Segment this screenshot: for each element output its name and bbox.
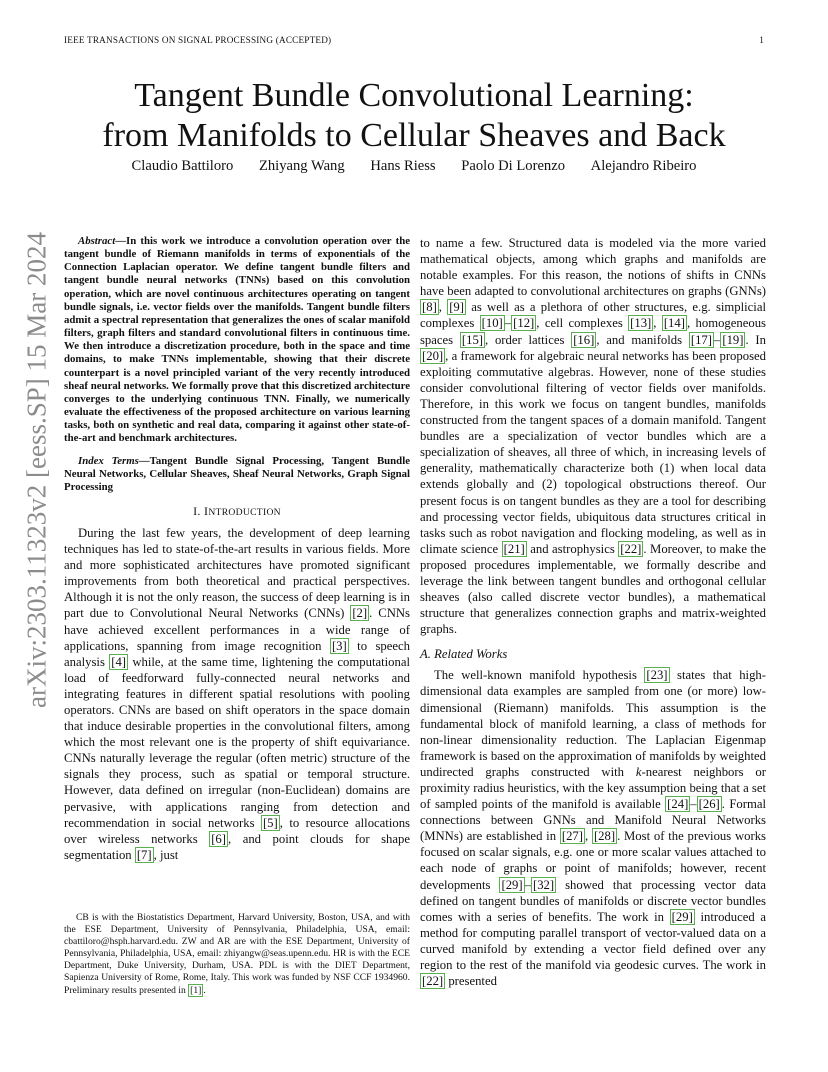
citation-link[interactable]: [20] xyxy=(422,348,444,363)
citation-link[interactable]: [22] xyxy=(422,974,444,989)
section-heading-introduction: I. INTRODUCTION xyxy=(193,503,281,518)
citation-link[interactable]: [4] xyxy=(111,654,127,669)
citation-link[interactable]: [29] xyxy=(671,909,693,924)
citation-link[interactable]: [5] xyxy=(262,815,278,830)
citation-link[interactable]: [27] xyxy=(561,829,583,844)
citation-link[interactable]: [29] xyxy=(501,877,523,892)
citation-link[interactable]: [1] xyxy=(190,984,202,996)
right-column xyxy=(420,235,766,989)
page-number: 1 xyxy=(759,35,764,45)
citation-link[interactable]: [6] xyxy=(211,831,226,846)
intro-paragraph: During the last few years, the development of deep learning techniques has led to state-of-the-art results in various fields. More and more sophisticated architectures have promoted significant improvements from both theoretical and practical perspectives. Although it is not the only reason, the success of deep learning is in part due to Convolutional Neural Networks (CNNs) [2] . CNNs have achieved excellent performances in a wide range of applications, spanning from image recognition [3] to speech analysis [4] while, at the same time, lightening the computational load of feedforward fully-connected neural networks and integrating features in different spatial resolutions with pooling operators. CNNs are based on shift operators in the space domain that induce desirable properties in the convolutional filters, among which the most relevant one is the property of shift equivariance. CNNs naturally leverage the regular (often metric) structure of the signals they process, such as spatial or temporal structure. However, data defined on irregular (non-Euclidean) domains are pervasive, with applications ranging from detection and recommendation in social networks [5] , to resource allocations over wireless networks [6] , and point clouds for shape segmentation [7] , just xyxy=(64,525,410,862)
title-line-2: from Manifolds to Cellular Sheaves and Back xyxy=(102,117,726,154)
citation-link[interactable]: [22] xyxy=(620,541,642,556)
citation-link[interactable]: [24] xyxy=(667,797,689,812)
author: Paolo Di Lorenzo xyxy=(461,158,566,174)
affiliation-footnote: CB is with the Biostatistics Department, Harvard University, Boston, USA, and with the ESE Department, University of Pennsylvania, Philadelphia, USA, email: cbattiloro@hsph.harvard.edu. ZW and AR are with the ESE Department, University of Pennsylvania, Philadelphia, USA, email: zhiyangw@seas.upenn.edu. HR is with the ECE Department, Duke University, Durham, USA. PDL is with the DIET Department, Sapienza University of Rome, Rome, Italy. This work was funded by NSF CCF 1934960. Preliminary results presented in [1] . xyxy=(64,912,410,996)
author: Zhiyang Wang xyxy=(258,158,345,174)
paper-title xyxy=(64,76,764,156)
citation-link[interactable]: [15] xyxy=(461,332,484,347)
citation-link[interactable]: [13] xyxy=(630,316,652,331)
intro-continued: to name a few. Structured data is modeled via the more varied mathematical objects, among which graphs and manifolds are notable examples. For this reason, the notions of shifts in CNNs have been adapted to convolutional architectures on graphs (GNNs) [8] , [9] as well as a plethora of other structures, e.g. simplicial complexes [10] – [12] , cell complexes [13] , [14] , homogeneous spaces [15] , order lattices [16] , and manifolds [17] – [19] . In [20] , a framework for algebraic neural networks has been proposed exploiting commutative algebras. However, none of these studies consider convolutional filtering of vector fields over manifolds. Therefore, in this work we focus on tangent bundles, manifolds constructed from the tangent spaces of a domain manifold. Tangent bundles are a specialization of vector bundles which are a specialization of sheaves, all three of which, in increasing levels of generality, mathematically characterize both (1) when local data extends globally and (2) topological obstructions thereof. Our present focus is on tangent bundles as they are a tool for describing and processing vector fields, ubiquitous data structures critical in tasks such as robot navigation and flocking modeling, as well as in climate science [21] and astrophysics [22] . Moreover, to make the proposed procedures implementable, we formally describe and leverage the link between tangent bundles and orthogonal cellular sheaves (also called discrete vector bundles), a mathematical structure that generalizes connection graphs and matrix-weighted graphs. xyxy=(420,236,766,637)
abstract-text: —In this work we introduce a convolution operation over the tangent bundle of Riemann manifolds in terms of exponentials of the Connection Laplacian operator. We define tangent bundle filters and tangent bundle neural networks (TNNs) based on this convolution operation, which are novel continuous architectures operating on tangent bundle signals, i.e. vector fields over the manifolds. Tangent bundle filters admit a spectral representation that generalizes the ones of scalar manifold filters, graph filters and standard convolutional filters in continuous time. We then introduce a discretization procedure, both in the space and time domains, to make TNNs implementable, showing that their discrete counterpart is a novel principled variant of the very recently introduced sheaf neural networks. We formally prove that this discretized architecture converges to the underlying continuous TNN. Finally, we numerically evaluate the effectiveness of the proposed architecture on various learning tasks, both on synthetic and real data, comparing it against other state-of-the-art and benchmark architectures. xyxy=(64,235,410,445)
title-line-1: Tangent Bundle Convolutional Learning: xyxy=(134,77,694,114)
index-terms-text: —Tangent Bundle Signal Processing, Tangent Bundle Neural Networks, Cellular Sheaves, Sheaf Neural Networks, Graph Signal Processing xyxy=(64,454,410,493)
citation-link[interactable]: [28] xyxy=(593,829,616,844)
citation-link[interactable]: [10] xyxy=(481,316,503,331)
citation-link[interactable]: [2] xyxy=(352,606,368,621)
citation-link[interactable]: [3] xyxy=(331,638,347,653)
citation-link[interactable]: [26] xyxy=(698,797,720,812)
citation-link[interactable]: [14] xyxy=(663,316,685,331)
abstract xyxy=(64,235,410,446)
citation-link[interactable]: [7] xyxy=(136,847,152,862)
citation-link[interactable]: [19] xyxy=(722,332,744,347)
author: Alejandro Ribeiro xyxy=(590,158,697,174)
citation-link[interactable]: [32] xyxy=(532,877,555,892)
citation-link[interactable]: [16] xyxy=(573,332,595,347)
citation-link[interactable]: [8] xyxy=(422,300,437,315)
citation-link[interactable]: [23] xyxy=(646,668,668,683)
related-works-paragraph: The well-known manifold hypothesis [23] states that high-dimensional data examples are sampled from one (or more) low-dimensional (Riemann) manifolds. This assumption is the fundamental block of manifold learning, a class of methods for non-linear dimensionality reduction. The Laplacian Eigenmap framework is based on the approximation of manifolds by weighted undirected graphs constructed with k-nearest neighbors or proximity radius heuristics, with the key assumption being that a set of sampled points of the manifold is available [24] – [26] . Formal connections between GNNs and Manifold Neural Networks (MNNs) are established in [27] , [28] . Most of the previous works focused on scalar signals, e.g. one or more scalar values attached to each node of graphs or point of manifolds; however, recent developments [29] – [32] showed that processing vector data defined on tangent bundles of manifolds or discrete vector bundles comes with a series of benefits. The work in [29] introduced a method for computing parallel transport of vector-valued data on a curved manifold by extending a vector field defined over any region to the rest of the manifold via geodesic curves. The work in [22] presented xyxy=(420,668,766,989)
author: Hans Riess xyxy=(370,158,436,174)
journal-name: IEEE TRANSACTIONS ON SIGNAL PROCESSING (ACCEPTED) xyxy=(64,35,332,45)
citation-link[interactable]: [9] xyxy=(449,300,464,315)
index-terms xyxy=(64,455,410,494)
left-column xyxy=(64,235,410,863)
abstract-label: Abstract xyxy=(78,235,116,247)
author: Claudio Battiloro xyxy=(131,158,234,174)
author-list xyxy=(64,158,764,175)
citation-link[interactable]: [21] xyxy=(503,541,525,556)
citation-link[interactable]: [17] xyxy=(690,332,712,347)
arxiv-identifier[interactable]: arXiv:2303.11323v2 [eess.SP] 15 Mar 2024 xyxy=(21,232,52,708)
index-terms-label: Index Terms xyxy=(78,454,139,467)
running-header xyxy=(64,35,764,49)
subsection-heading-related-works: A. Related Works xyxy=(420,647,508,662)
arxiv-stamp xyxy=(14,232,60,708)
citation-link[interactable]: [12] xyxy=(513,316,535,331)
